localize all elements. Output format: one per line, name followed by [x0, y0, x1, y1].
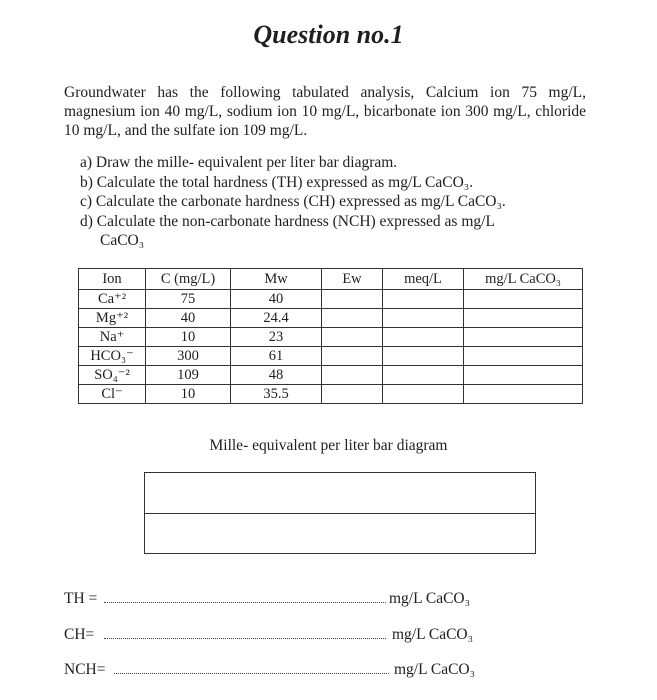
cell-mw: 40 — [231, 290, 322, 309]
cell-caco3[interactable] — [464, 385, 583, 404]
cell-meq[interactable] — [383, 309, 464, 328]
cell-meq[interactable] — [383, 347, 464, 366]
th-answer-line — [64, 590, 564, 610]
cell-caco3[interactable] — [464, 347, 583, 366]
nch-label: NCH= — [64, 661, 106, 678]
part-a: a) Draw the mille- equivalent per liter bar diagram. — [80, 154, 398, 171]
cell-mw: 24.4 — [231, 309, 322, 328]
header-ion: Ion — [79, 269, 146, 290]
ch-answer-line — [64, 626, 564, 646]
nch-blank[interactable] — [114, 673, 389, 674]
cell-concentration: 40 — [146, 309, 231, 328]
intro-paragraph: Groundwater has the following tabulated analysis, Calcium ion 75 mg/L, magnesium ion 40 mg/L, sodium ion 10 mg/L, bicarbonate ion 300 mg/L, chloride 10 mg/L, and the sulfate ion 109 mg/L. — [64, 84, 586, 139]
cell-ew[interactable] — [322, 328, 383, 347]
cell-ew[interactable] — [322, 309, 383, 328]
cell-mw: 35.5 — [231, 385, 322, 404]
cell-mw: 61 — [231, 347, 322, 366]
ch-unit: mg/L CaCO₃ — [392, 626, 474, 643]
cell-concentration: 10 — [146, 385, 231, 404]
part-c: c) Calculate the carbonate hardness (CH) expressed as mg/L CaCO₃. — [80, 193, 506, 210]
cell-ion: Mg⁺² — [79, 309, 146, 328]
cell-ew[interactable] — [322, 366, 383, 385]
table-row — [79, 385, 583, 404]
question-title: Question no.1 — [253, 20, 404, 49]
ion-table — [78, 268, 583, 404]
cell-ion: Cl⁻ — [79, 385, 146, 404]
cell-meq[interactable] — [383, 385, 464, 404]
cell-caco3[interactable] — [464, 290, 583, 309]
cell-meq[interactable] — [383, 290, 464, 309]
header-caco3: mg/L CaCO₃ — [464, 269, 583, 290]
question-parts — [80, 153, 590, 251]
ch-label: CH= — [64, 626, 95, 643]
cell-concentration: 300 — [146, 347, 231, 366]
th-unit: mg/L CaCO₃ — [389, 590, 471, 607]
cell-caco3[interactable] — [464, 328, 583, 347]
cell-ion: Na⁺ — [79, 328, 146, 347]
header-mw: Mw — [231, 269, 322, 290]
cell-concentration: 10 — [146, 328, 231, 347]
cell-ion: SO₄⁻² — [79, 366, 146, 385]
cell-ew[interactable] — [322, 290, 383, 309]
table-row — [79, 366, 583, 385]
cell-ew[interactable] — [322, 347, 383, 366]
part-d: d) Calculate the non-carbonate hardness (NCH) expressed as mg/L — [80, 212, 495, 230]
cell-meq[interactable] — [383, 366, 464, 385]
ch-blank[interactable] — [104, 638, 386, 639]
header-concentration: C (mg/L) — [146, 269, 231, 290]
table-row — [79, 328, 583, 347]
part-b: b) Calculate the total hardness (TH) expressed as mg/L CaCO₃. — [80, 173, 474, 191]
th-label: TH = — [64, 590, 98, 607]
cell-mw: 23 — [231, 328, 322, 347]
nch-answer-line — [64, 661, 564, 681]
part-d-continued: CaCO₃ — [100, 232, 145, 249]
header-meq: meq/L — [383, 269, 464, 290]
cell-ion: Ca⁺² — [79, 290, 146, 309]
cell-caco3[interactable] — [464, 309, 583, 328]
diagram-title: Mille- equivalent per liter bar diagram — [209, 437, 448, 454]
table-header-row — [79, 269, 583, 290]
cell-concentration: 75 — [146, 290, 231, 309]
table-row — [79, 309, 583, 328]
cell-ew[interactable] — [322, 385, 383, 404]
nch-unit: mg/L CaCO₃ — [394, 661, 476, 678]
cell-concentration: 109 — [146, 366, 231, 385]
table-row — [79, 290, 583, 309]
table-row — [79, 347, 583, 366]
bar-divider — [145, 513, 535, 514]
header-ew: Ew — [322, 269, 383, 290]
th-blank[interactable] — [104, 602, 386, 603]
cell-caco3[interactable] — [464, 366, 583, 385]
cell-mw: 48 — [231, 366, 322, 385]
bar-diagram-box[interactable] — [144, 472, 536, 554]
cell-meq[interactable] — [383, 328, 464, 347]
cell-ion: HCO₃⁻ — [79, 347, 146, 366]
